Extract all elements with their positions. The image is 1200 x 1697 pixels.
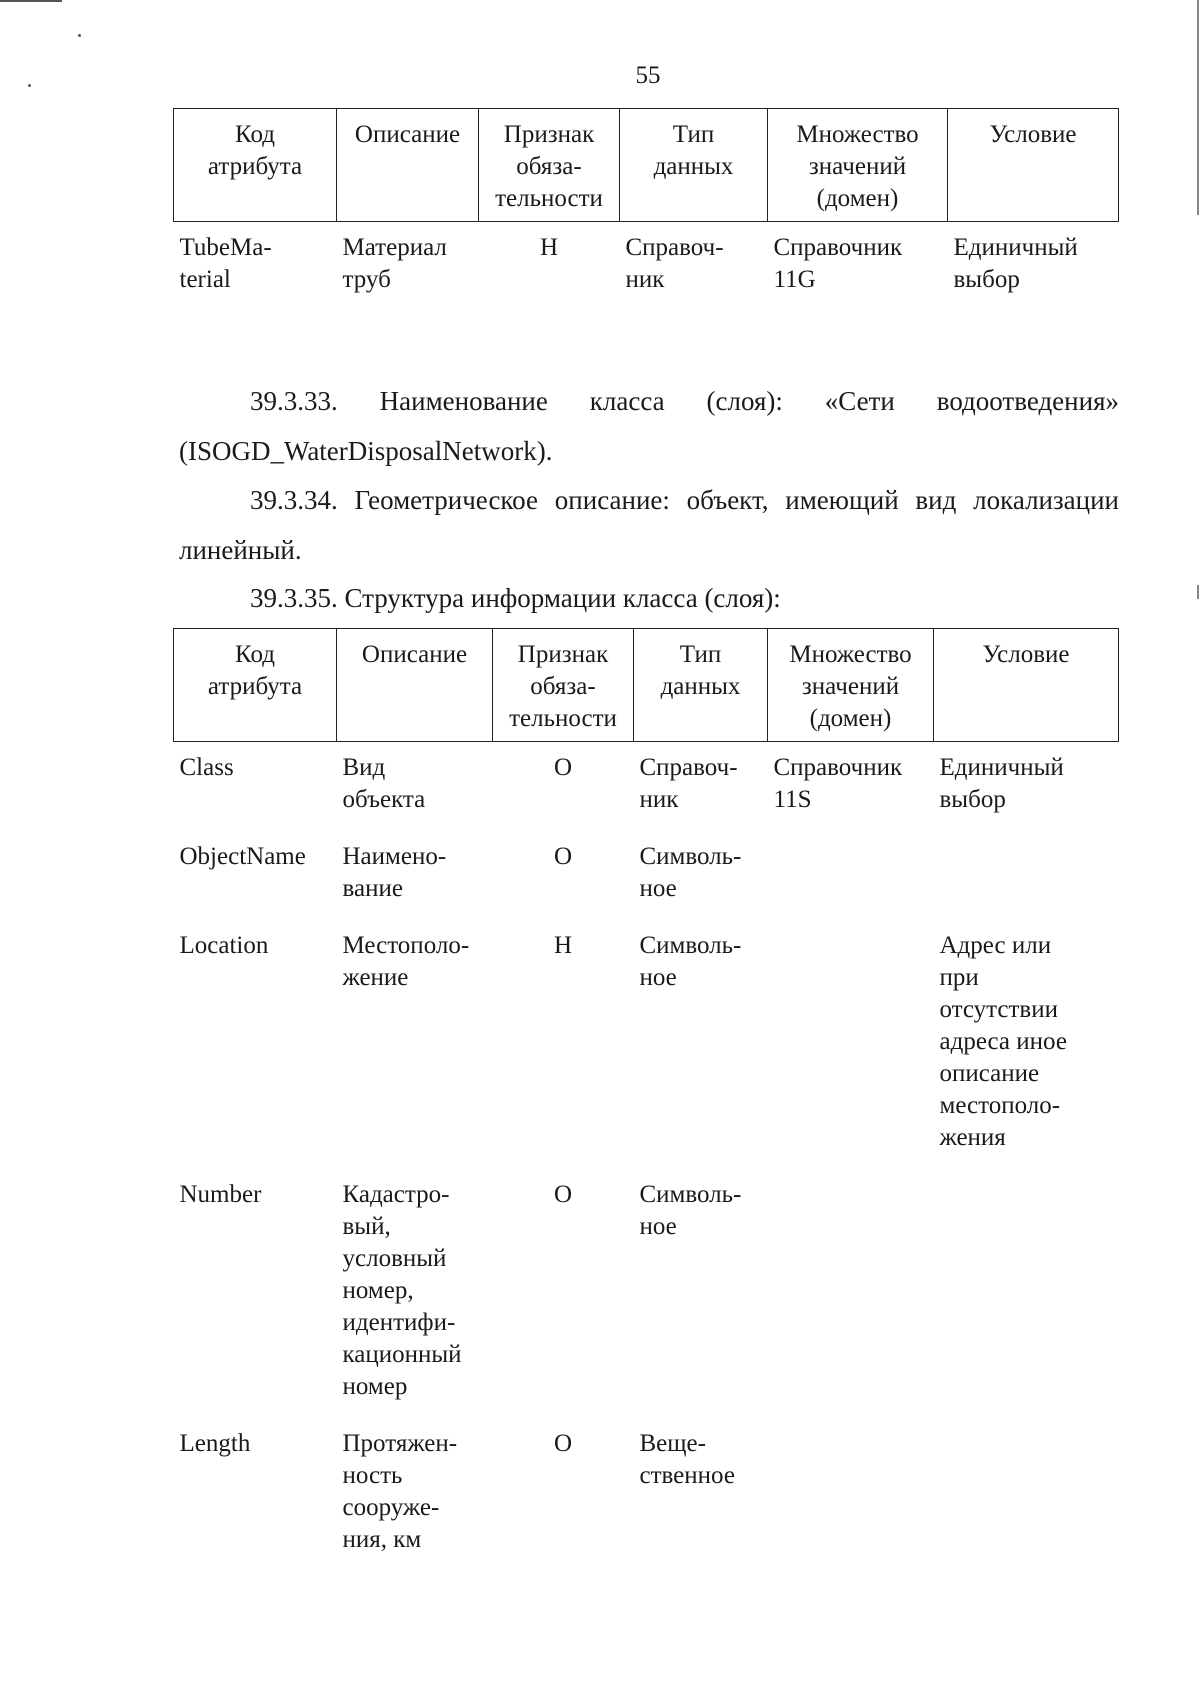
scan-dot — [78, 34, 81, 37]
cell-description: Материал труб — [342, 234, 447, 293]
header-condition: Условие — [934, 629, 1119, 742]
cell-required-flag: О — [553, 843, 573, 870]
header-attribute-code: Код атрибута — [174, 109, 337, 222]
table-row — [174, 920, 1119, 1169]
scan-dot — [28, 84, 31, 87]
paragraph-line: 39.3.35. Структура информации класса (слоя): — [250, 583, 781, 613]
paragraph-line: 39.3.33. Наименование класса (слоя): «Сети водоотведения» — [250, 386, 1119, 416]
header-required-flag: Признак обяза- тельности — [493, 629, 634, 742]
scan-edge-line — [1197, 585, 1199, 599]
cell-value-domain — [768, 1418, 934, 1571]
table-row — [174, 831, 1119, 920]
cell-value-domain — [768, 831, 934, 920]
header-value-domain: Множество значений (домен) — [768, 109, 948, 222]
table-row — [174, 222, 1119, 297]
table-row — [174, 1169, 1119, 1418]
cell-value-domain — [768, 920, 934, 1169]
cell-condition — [934, 1169, 1119, 1418]
header-condition: Условие — [948, 109, 1119, 222]
paragraph-geometry — [179, 475, 1119, 525]
cell-attribute-code: TubeMa- terial — [179, 234, 272, 293]
cell-data-type: Веще- ственное — [639, 1430, 735, 1489]
table-row — [174, 742, 1119, 832]
cell-condition: Адрес или при отсутствии адреса иное описание местополо- жения — [939, 932, 1067, 1151]
paragraph-line: линейный. — [179, 535, 302, 565]
cell-data-type: Справоч- ник — [625, 234, 724, 293]
paragraph-line: (ISOGD_WaterDisposalNetwork). — [179, 436, 553, 466]
paragraph-class-name — [179, 376, 1119, 426]
cell-attribute-code: ObjectName — [179, 843, 306, 870]
cell-value-domain — [768, 1169, 934, 1418]
cell-description: Местополо- жение — [342, 932, 470, 991]
header-description: Описание — [337, 629, 493, 742]
header-data-type: Тип данных — [634, 629, 768, 742]
cell-attribute-code: Class — [179, 754, 234, 781]
cell-required-flag: Н — [539, 234, 559, 261]
cell-condition: Единичный выбор — [939, 754, 1064, 813]
attribute-table-water-disposal — [173, 628, 1119, 1571]
header-attribute-code: Код атрибута — [174, 629, 337, 742]
header-required-flag: Признак обяза- тельности — [479, 109, 620, 222]
page-number: 55 — [635, 62, 661, 89]
cell-data-type: Символь- ное — [639, 1181, 742, 1240]
cell-description: Протяжен- ность сооруже- ния, км — [342, 1430, 458, 1553]
cell-required-flag: О — [553, 1181, 573, 1208]
paragraph-line: 39.3.34. Геометрическое описание: объект, имеющий вид локализации — [250, 485, 1119, 515]
cell-data-type: Справоч- ник — [639, 754, 738, 813]
cell-description: Вид объекта — [342, 754, 426, 813]
cell-value-domain: Справочник 11S — [773, 754, 903, 813]
paragraph-structure — [179, 573, 1119, 623]
cell-description: Наимено- вание — [342, 843, 447, 902]
cell-value-domain: Справочник 11G — [773, 234, 903, 293]
cell-required-flag: Н — [553, 932, 573, 959]
cell-required-flag: О — [553, 1430, 573, 1457]
cell-data-type: Символь- ное — [639, 932, 742, 991]
header-data-type: Тип данных — [620, 109, 768, 222]
cell-attribute-code: Number — [179, 1181, 262, 1208]
table-row — [174, 1418, 1119, 1571]
paragraph-geometry-continued — [179, 525, 1119, 575]
table-header-row — [174, 109, 1119, 222]
header-value-domain: Множество значений (домен) — [768, 629, 934, 742]
cell-data-type: Символь- ное — [639, 843, 742, 902]
cell-attribute-code: Location — [179, 932, 269, 959]
cell-condition — [934, 831, 1119, 920]
cell-attribute-code: Length — [179, 1430, 251, 1457]
cell-description: Кадастро- вый, условный номер, идентифи- кационный номер — [342, 1181, 462, 1400]
cell-condition: Единичный выбор — [953, 234, 1078, 293]
cell-required-flag: О — [553, 754, 573, 781]
table-header-row — [174, 629, 1119, 742]
header-description: Описание — [337, 109, 479, 222]
paragraph-class-name-continued — [179, 426, 1119, 476]
scan-edge-line — [0, 0, 62, 2]
cell-condition — [934, 1418, 1119, 1571]
attribute-table-tube-material — [173, 108, 1119, 296]
scan-edge-line — [1197, 0, 1199, 215]
